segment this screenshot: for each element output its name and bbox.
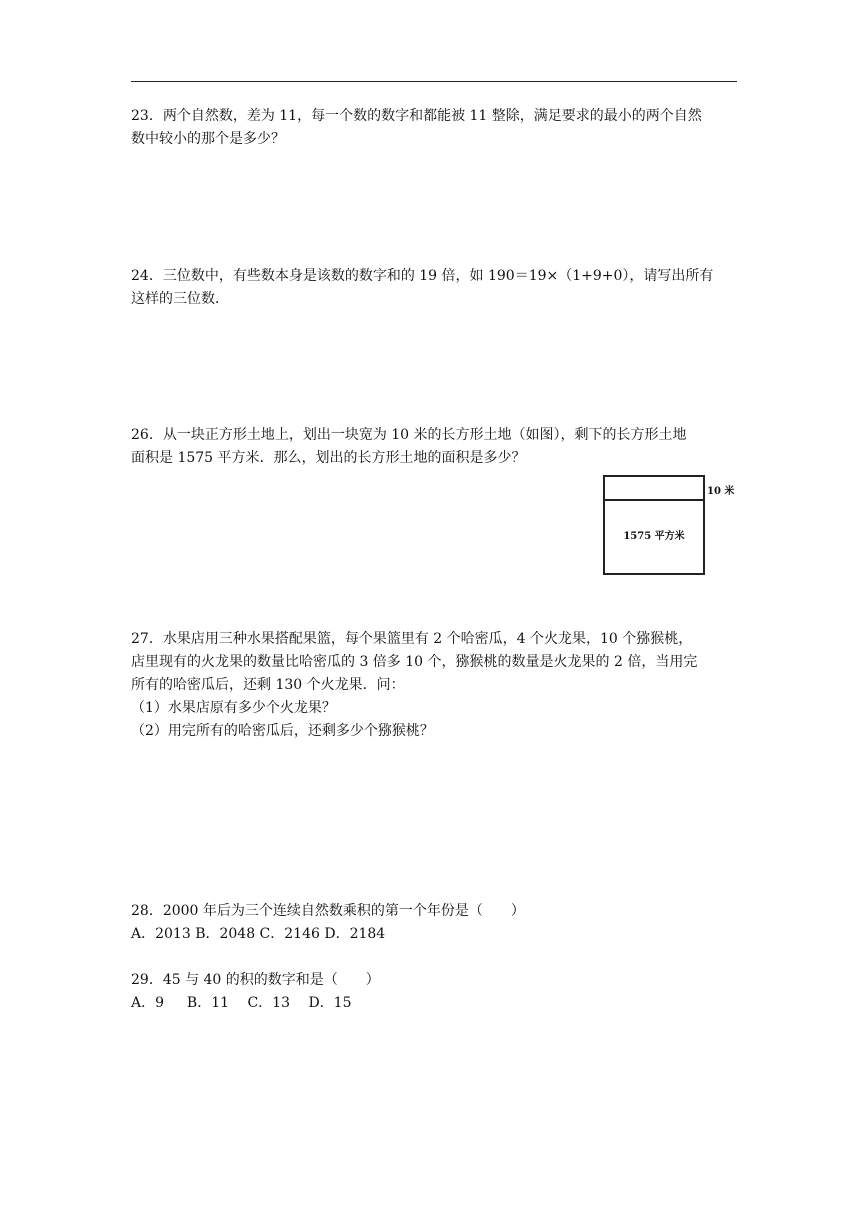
question-23 [131, 105, 737, 151]
question-line: 面积是 1575 平方米．那么，划出的长方形土地的面积是多少？ [131, 450, 526, 466]
answer-options: A．9 B．11 C．13 D．15 [131, 995, 352, 1011]
question-29 [131, 969, 737, 1015]
answer-options: A．2013 B．2048 C．2146 D．2184 [131, 926, 386, 942]
question-line: 28．2000 年后为三个连续自然数乘积的第一个年份是（ ） [131, 903, 525, 919]
width-label: 10 米 [707, 486, 735, 497]
question-line: （2）用完所有的哈密瓜后，还剩多少个猕猴桃？ [131, 723, 434, 739]
question-27 [131, 628, 737, 743]
question-line: 数中较小的那个是多少？ [131, 131, 285, 147]
header-rule [131, 81, 737, 82]
question-line: 27．水果店用三种水果搭配果篮，每个果篮里有 2 个哈密瓜，4 个火龙果，10 个猕猴桃， [131, 631, 693, 647]
question-line: （1）水果店原有多少个火龙果？ [131, 700, 336, 716]
question-24 [131, 265, 737, 311]
land-diagram [603, 475, 738, 579]
question-line: 这样的三位数． [131, 291, 229, 307]
strip-divider [605, 499, 703, 501]
square-plot [603, 475, 705, 575]
question-line: 26．从一块正方形土地上，划出一块宽为 10 米的长方形土地（如图），剩下的长方形土地 [131, 427, 687, 443]
question-line: 所有的哈密瓜后，还剩 130 个火龙果．问： [131, 677, 405, 693]
question-26 [131, 424, 737, 470]
question-line: 23．两个自然数，差为 11，每一个数的数字和都能被 11 整除，满足要求的最小的两个自然 [131, 108, 702, 124]
question-line: 店里现有的火龙果的数量比哈密瓜的 3 倍多 10 个，猕猴桃的数量是火龙果的 2 倍，当用完 [131, 654, 698, 670]
question-line: 24．三位数中，有些数本身是该数的数字和的 19 倍，如 190＝19×（1+9+0），请写出所有 [131, 268, 714, 284]
area-label: 1575 平方米 [623, 531, 685, 542]
question-28 [131, 900, 737, 946]
question-line: 29．45 与 40 的积的数字和是（ ） [131, 972, 380, 988]
